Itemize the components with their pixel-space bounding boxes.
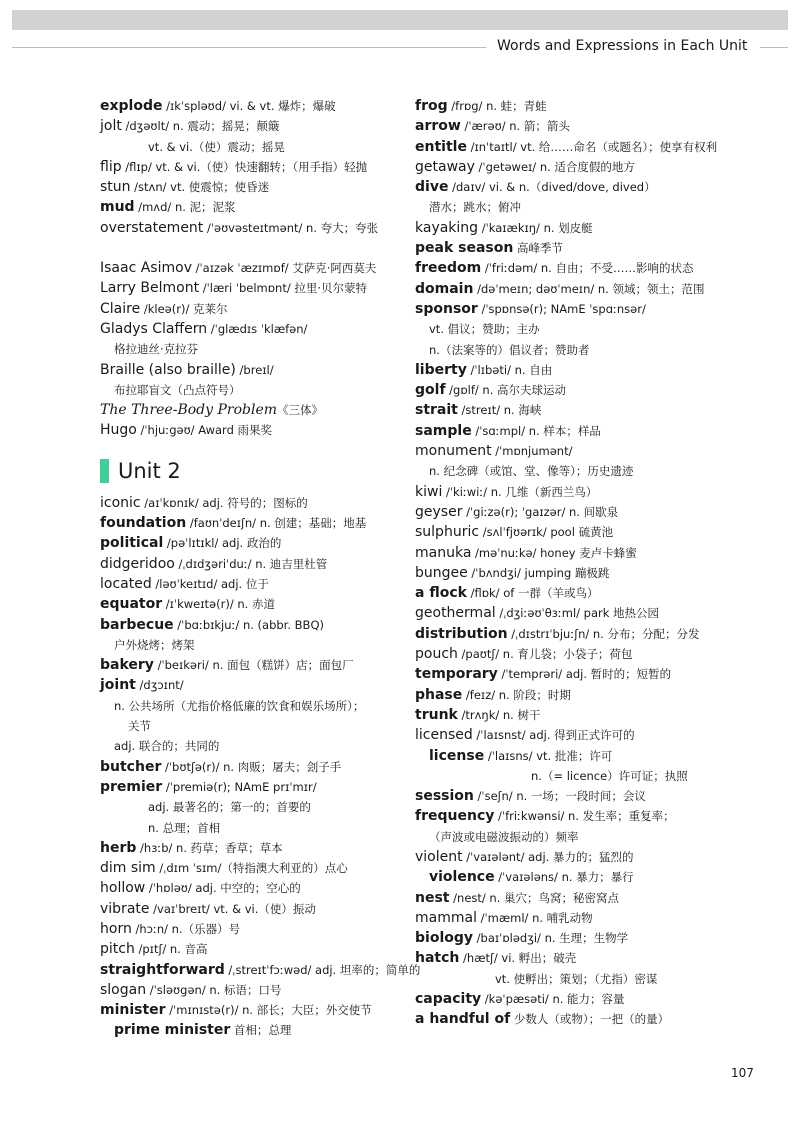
entry-peak-season: peak season 高峰季节: [415, 240, 563, 257]
entry-joint-sense2: adj. 联合的；共同的: [114, 739, 220, 754]
entry-iconic: iconic /aɪˈkɒnɪk/ adj. 符号的；图标的: [100, 494, 308, 511]
entry-violent: violent /ˈvaɪələnt/ adj. 暴力的；猛烈的: [415, 848, 634, 865]
entry-stun: stun /stʌn/ vt. 使震惊；使昏迷: [100, 179, 270, 196]
page-number: 107: [731, 1066, 754, 1080]
entry-freedom: freedom /ˈfriːdəm/ n. 自由；不受……影响的状态: [415, 260, 694, 277]
header-rule-left: [12, 47, 486, 48]
entry-dive-cn: 潜水；跳水；俯冲: [429, 200, 521, 215]
entry-kayaking: kayaking /ˈkaɪækɪŋ/ n. 划皮艇: [415, 219, 593, 236]
entry-horn: horn /hɔːn/ n.（乐器）号: [100, 920, 241, 937]
entry-getaway: getaway /ˈgetəweɪ/ n. 适合度假的地方: [415, 158, 635, 175]
entry-capacity: capacity /kəˈpæsəti/ n. 能力；容量: [415, 991, 625, 1008]
entry-frequency: frequency /ˈfriːkwənsi/ n. 发生率；重复率；: [415, 808, 675, 825]
right-column: [415, 96, 785, 1030]
entry-butcher: butcher /ˈbʊtʃə(r)/ n. 肉贩；屠夫；刽子手: [100, 758, 342, 775]
entry-flip: flip /flɪp/ vt. & vi.（使）快速翻转；（用手指）轻抛: [100, 158, 368, 175]
entry-braille: Braille (also braille) /breɪl/: [100, 361, 274, 378]
entry-vibrate: vibrate /vaɪˈbreɪt/ vt. & vi.（使）振动: [100, 900, 316, 917]
entry-minister: minister /ˈmɪnɪstə(r)/ n. 部长；大臣；外交使节: [100, 1002, 372, 1019]
entry-bungee-jumping: bungee /ˈbʌndʒi/ jumping 蹦极跳: [415, 564, 610, 581]
entry-mud: mud /mʌd/ n. 泥；泥浆: [100, 199, 236, 216]
entry-slogan: slogan /ˈsləʊgən/ n. 标语；口号: [100, 981, 282, 998]
entry-sulphuric-pool: sulphuric /sʌlˈfjʊərɪk/ pool 硫黄池: [415, 524, 614, 541]
entry-hollow: hollow /ˈhɒləʊ/ adj. 中空的；空心的: [100, 880, 301, 897]
entry-herb: herb /hɜːb/ n. 药草；香草；草本: [100, 839, 283, 856]
header-rule-right: [760, 47, 788, 48]
top-band: [12, 10, 788, 30]
entry-a-flock-of: a flock /flɒk/ of 一群（羊或鸟）: [415, 585, 599, 602]
entry-violence: violence /ˈvaɪələns/ n. 暴力；暴行: [429, 869, 634, 886]
entry-premier-sense2: n. 总理；首相: [148, 820, 221, 835]
entry-joint-sense1-cont: 关节: [128, 719, 151, 734]
entry-braille-cn: 布拉耶盲文（凸点符号）: [114, 382, 241, 397]
entry-liberty: liberty /ˈlɪbəti/ n. 自由: [415, 361, 553, 378]
left-column: [100, 96, 421, 1041]
entry-geyser: geyser /ˈgiːzə(r); ˈgaɪzər/ n. 间歇泉: [415, 503, 619, 520]
entry-kiwi: kiwi /ˈkiːwiː/ n. 几维（新西兰鸟）: [415, 483, 598, 500]
unit-heading: [100, 457, 400, 485]
entry-sponsor-sense1: vt. 倡议；赞助；主办: [429, 322, 540, 337]
entry-joint: joint /dʒɔɪnt/: [100, 677, 184, 694]
entry-overstatement: overstatement /ˈəʊvəsteɪtmənt/ n. 夸大；夸张: [100, 219, 379, 236]
entry-foundation: foundation /faʊnˈdeɪʃn/ n. 创建；基础；地基: [100, 515, 367, 532]
entry-barbecue-cn: 户外烧烤；烤架: [114, 637, 195, 652]
entry-straightforward: straightforward /ˌstreɪtˈfɔːwəd/ adj. 坦率的；简单的: [100, 961, 421, 978]
entry-didgeridoo: didgeridoo /ˌdɪdʒəriˈduː/ n. 迪吉里杜管: [100, 555, 328, 572]
entry-trunk: trunk /trʌŋk/ n. 树干: [415, 706, 541, 723]
entry-pouch: pouch /paʊtʃ/ n. 育儿袋；小袋子；荷包: [415, 646, 633, 663]
entry-biology: biology /baɪˈɒlədʒi/ n. 生理；生物学: [415, 930, 629, 947]
entry-hugo-award: Hugo /ˈhjuːgəʊ/ Award 雨果奖: [100, 422, 273, 439]
header-title: Words and Expressions in Each Unit: [497, 38, 748, 54]
entry-license-sense2: n.（= licence）许可证；执照: [531, 768, 688, 783]
entry-pitch: pitch /pɪtʃ/ n. 音高: [100, 941, 208, 958]
entry-jolt: jolt /dʒəʊlt/ n. 震动；摇晃；颠簸: [100, 118, 280, 135]
entry-sponsor: sponsor /ˈspɒnsə(r); NAmE ˈspɑːnsər/: [415, 300, 646, 317]
entry-hatch-sense2: vt. 使孵出；策划；（尤指）密谋: [495, 971, 658, 986]
entry-three-body-problem: The Three-Body Problem《三体》: [100, 402, 324, 419]
entry-equator: equator /ɪˈkweɪtə(r)/ n. 赤道: [100, 596, 275, 613]
entry-isaac-asimov: Isaac Asimov /ˈaɪzək ˈæzɪmɒf/ 艾萨克·阿西莫夫: [100, 260, 377, 277]
entry-located: located /ləʊˈkeɪtɪd/ adj. 位于: [100, 575, 269, 592]
entry-sponsor-sense2: n.（法案等的）倡议者；赞助者: [429, 342, 590, 357]
entry-geothermal-park: geothermal /ˌdʒiːəʊˈθɜːml/ park 地热公园: [415, 605, 660, 622]
entry-barbecue: barbecue /ˈbɑːbɪkjuː/ n. (abbr. BBQ): [100, 616, 324, 633]
entry-premier: premier /ˈpremiə(r); NAmE prɪˈmɪr/: [100, 778, 317, 795]
entry-frog: frog /frɒg/ n. 蛙；青蛙: [415, 98, 547, 114]
entry-premier-sense1: adj. 最著名的；第一的；首要的: [148, 800, 311, 815]
entry-bakery: bakery /ˈbeɪkəri/ n. 面包（糕饼）店；面包厂: [100, 657, 354, 674]
entry-licensed: licensed /ˈlaɪsnst/ adj. 得到正式许可的: [415, 727, 635, 744]
entry-strait: strait /streɪt/ n. 海峡: [415, 402, 542, 419]
unit-title: Unit 2: [118, 458, 181, 483]
entry-larry-belmont: Larry Belmont /ˈlæri ˈbelmɒnt/ 拉里·贝尔蒙特: [100, 280, 368, 297]
entry-jolt-sense2: vt. & vi.（使）震动；摇晃: [148, 139, 285, 154]
entry-session: session /ˈseʃn/ n. 一场；一段时间；会议: [415, 788, 646, 805]
entry-hatch: hatch /hætʃ/ vi. 孵出；破壳: [415, 950, 577, 967]
entry-sample: sample /ˈsɑːmpl/ n. 样本；样品: [415, 422, 601, 439]
entry-license: license /ˈlaɪsns/ vt. 批准；许可: [429, 747, 613, 764]
entry-frequency-cont: （声波或电磁波振动的）频率: [429, 829, 579, 844]
entry-a-handful-of: a handful of 少数人（或物）；一把（的量）: [415, 1011, 670, 1028]
entry-manuka-honey: manuka /məˈnuːkə/ honey 麦卢卡蜂蜜: [415, 544, 637, 561]
entry-temporary: temporary /ˈtemprəri/ adj. 暂时的；短暂的: [415, 666, 672, 683]
entry-domain: domain /dəˈmeɪn; dəʊˈmeɪn/ n. 领域；领土；范围: [415, 280, 705, 297]
entry-prime-minister: prime minister 首相；总理: [114, 1022, 292, 1039]
entry-dive: dive /daɪv/ vi. & n.（dived/dove, dived）: [415, 179, 656, 196]
entry-monument-cn: n. 纪念碑（或馆、堂、像等）；历史遗迹: [429, 464, 634, 479]
entry-distribution: distribution /ˌdɪstrɪˈbjuːʃn/ n. 分布；分配；分发: [415, 625, 700, 642]
entry-gladys-claffern-cn: 格拉迪丝·克拉芬: [114, 342, 199, 357]
entry-political: political /pəˈlɪtɪkl/ adj. 政治的: [100, 535, 282, 552]
unit-heading-bar: [100, 459, 109, 483]
entry-explode: explode /ɪkˈspləʊd/ vi. & vt. 爆炸；爆破: [100, 98, 336, 114]
entry-nest: nest /nest/ n. 巢穴；鸟窝；秘密窝点: [415, 889, 620, 906]
entry-entitle: entitle /ɪnˈtaɪtl/ vt. 给……命名（或题名）；使享有权利: [415, 138, 718, 155]
entry-arrow: arrow /ˈærəʊ/ n. 箭；箭头: [415, 118, 570, 135]
entry-gladys-claffern: Gladys Claffern /ˈglædɪs ˈklæfən/: [100, 320, 308, 337]
entry-dim-sim: dim sim /ˌdɪm ˈsɪm/（特指澳大利亚的）点心: [100, 860, 348, 877]
entry-monument: monument /ˈmɒnjumənt/: [415, 443, 573, 460]
entry-claire: Claire /kleə(r)/ 克莱尔: [100, 300, 228, 317]
entry-joint-sense1: n. 公共场所（尤指价格低廉的饮食和娱乐场所）；: [114, 698, 365, 713]
entry-mammal: mammal /ˈmæml/ n. 哺乳动物: [415, 909, 593, 926]
entry-golf: golf /gɒlf/ n. 高尔夫球运动: [415, 382, 567, 399]
entry-phase: phase /feɪz/ n. 阶段；时期: [415, 686, 571, 703]
